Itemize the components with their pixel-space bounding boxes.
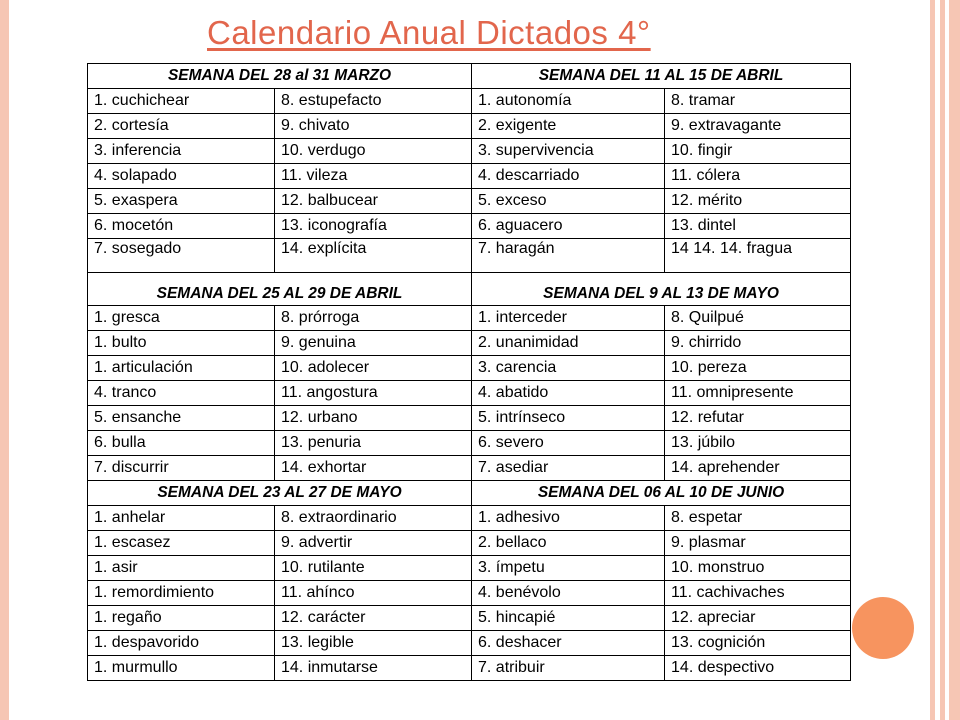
left-frame-bar bbox=[0, 0, 9, 720]
word-cell: 5. exaspera bbox=[88, 189, 275, 214]
word-cell: 13. legible bbox=[275, 631, 472, 656]
week-header: SEMANA DEL 06 AL 10 DE JUNIO bbox=[472, 481, 851, 506]
word-cell: 8. prórroga bbox=[275, 306, 472, 331]
week-header: SEMANA DEL 23 AL 27 DE MAYO bbox=[88, 481, 472, 506]
word-cell: 12. balbucear bbox=[275, 189, 472, 214]
table-row bbox=[88, 381, 851, 406]
word-cell: 2. bellaco bbox=[472, 531, 665, 556]
word-cell: 12. apreciar bbox=[665, 606, 851, 631]
word-cell: 1. autonomía bbox=[472, 89, 665, 114]
table-row bbox=[88, 89, 851, 114]
word-cell: 12. carácter bbox=[275, 606, 472, 631]
word-cell: 11. vileza bbox=[275, 164, 472, 189]
table-row bbox=[88, 214, 851, 239]
word-cell: 10. verdugo bbox=[275, 139, 472, 164]
word-cell: 7. discurrir bbox=[88, 456, 275, 481]
table-row bbox=[88, 581, 851, 606]
word-cell: 3. inferencia bbox=[88, 139, 275, 164]
table-row bbox=[88, 631, 851, 656]
word-cell: 1. murmullo bbox=[88, 656, 275, 681]
table-row bbox=[88, 456, 851, 481]
word-cell: 6. mocetón bbox=[88, 214, 275, 239]
word-cell: 4. benévolo bbox=[472, 581, 665, 606]
word-cell: 7. atribuir bbox=[472, 656, 665, 681]
word-cell: 9. extravagante bbox=[665, 114, 851, 139]
week-header-row bbox=[88, 64, 851, 89]
word-cell: 13. cognición bbox=[665, 631, 851, 656]
table-row bbox=[88, 431, 851, 456]
right-frame-bar-2 bbox=[940, 0, 945, 720]
word-cell: 4. descarriado bbox=[472, 164, 665, 189]
table-row bbox=[88, 556, 851, 581]
word-cell: 9. plasmar bbox=[665, 531, 851, 556]
word-cell: 1. regaño bbox=[88, 606, 275, 631]
word-cell: 10. adolecer bbox=[275, 356, 472, 381]
word-cell: 3. carencia bbox=[472, 356, 665, 381]
word-cell: 14. explícita bbox=[275, 239, 472, 273]
table-row bbox=[88, 306, 851, 331]
table-row bbox=[88, 114, 851, 139]
word-cell: 7. haragán bbox=[472, 239, 665, 273]
word-cell: 12. urbano bbox=[275, 406, 472, 431]
word-cell: 14. inmutarse bbox=[275, 656, 472, 681]
right-frame-bar-3 bbox=[949, 0, 960, 720]
word-cell: 1. interceder bbox=[472, 306, 665, 331]
table-row bbox=[88, 606, 851, 631]
page-title: Calendario Anual Dictados 4° bbox=[207, 14, 651, 51]
word-cell: 6. aguacero bbox=[472, 214, 665, 239]
word-cell: 3. supervivencia bbox=[472, 139, 665, 164]
dictation-table bbox=[87, 63, 851, 681]
word-cell: 11. ahínco bbox=[275, 581, 472, 606]
word-cell: 11. angostura bbox=[275, 381, 472, 406]
table-row bbox=[88, 356, 851, 381]
word-cell: 9. genuina bbox=[275, 331, 472, 356]
word-cell: 5. exceso bbox=[472, 189, 665, 214]
table-row bbox=[88, 239, 851, 273]
word-cell: 13. júbilo bbox=[665, 431, 851, 456]
table-row bbox=[88, 406, 851, 431]
table-row bbox=[88, 331, 851, 356]
word-cell: 6. bulla bbox=[88, 431, 275, 456]
word-cell: 14. despectivo bbox=[665, 656, 851, 681]
word-cell: 1. remordimiento bbox=[88, 581, 275, 606]
table-row bbox=[88, 164, 851, 189]
word-cell: 7. sosegado bbox=[88, 239, 275, 273]
word-cell: 10. fingir bbox=[665, 139, 851, 164]
table-row bbox=[88, 506, 851, 531]
word-cell: 11. omnipresente bbox=[665, 381, 851, 406]
word-cell: 1. cuchichear bbox=[88, 89, 275, 114]
word-cell: 13. dintel bbox=[665, 214, 851, 239]
week-header-row bbox=[88, 273, 851, 306]
word-cell: 4. tranco bbox=[88, 381, 275, 406]
word-cell: 7. asediar bbox=[472, 456, 665, 481]
word-cell: 9. chirrido bbox=[665, 331, 851, 356]
word-cell: 1. escasez bbox=[88, 531, 275, 556]
word-cell: 5. ensanche bbox=[88, 406, 275, 431]
decorative-circle bbox=[852, 597, 914, 659]
word-cell: 8. espetar bbox=[665, 506, 851, 531]
week-header: SEMANA DEL 28 al 31 MARZO bbox=[88, 64, 472, 89]
word-cell: 1. adhesivo bbox=[472, 506, 665, 531]
word-cell: 14. exhortar bbox=[275, 456, 472, 481]
table-row bbox=[88, 531, 851, 556]
table-row bbox=[88, 139, 851, 164]
word-cell: 11. cólera bbox=[665, 164, 851, 189]
word-cell: 12. mérito bbox=[665, 189, 851, 214]
word-cell: 10. monstruo bbox=[665, 556, 851, 581]
word-cell: 13. penuria bbox=[275, 431, 472, 456]
word-cell: 1. asir bbox=[88, 556, 275, 581]
word-cell: 13. iconografía bbox=[275, 214, 472, 239]
word-cell: 4. solapado bbox=[88, 164, 275, 189]
word-cell: 9. advertir bbox=[275, 531, 472, 556]
word-cell: 10. pereza bbox=[665, 356, 851, 381]
week-header: SEMANA DEL 11 AL 15 DE ABRIL bbox=[472, 64, 851, 89]
word-cell: 1. despavorido bbox=[88, 631, 275, 656]
word-cell: 12. refutar bbox=[665, 406, 851, 431]
table-row bbox=[88, 656, 851, 681]
word-cell: 1. gresca bbox=[88, 306, 275, 331]
word-cell: 2. exigente bbox=[472, 114, 665, 139]
word-cell: 2. cortesía bbox=[88, 114, 275, 139]
word-cell: 9. chivato bbox=[275, 114, 472, 139]
week-header: SEMANA DEL 25 AL 29 DE ABRIL bbox=[88, 273, 472, 306]
word-cell: 6. severo bbox=[472, 431, 665, 456]
word-cell: 4. abatido bbox=[472, 381, 665, 406]
word-cell: 14 14. 14. fragua bbox=[665, 239, 851, 273]
word-cell: 5. hincapié bbox=[472, 606, 665, 631]
week-header-row bbox=[88, 481, 851, 506]
word-cell: 1. anhelar bbox=[88, 506, 275, 531]
word-cell: 1. bulto bbox=[88, 331, 275, 356]
word-cell: 8. extraordinario bbox=[275, 506, 472, 531]
word-cell: 8. tramar bbox=[665, 89, 851, 114]
word-cell: 8. estupefacto bbox=[275, 89, 472, 114]
word-cell: 1. articulación bbox=[88, 356, 275, 381]
table-row bbox=[88, 189, 851, 214]
word-cell: 10. rutilante bbox=[275, 556, 472, 581]
word-cell: 5. intrínseco bbox=[472, 406, 665, 431]
word-cell: 2. unanimidad bbox=[472, 331, 665, 356]
word-cell: 8. Quilpué bbox=[665, 306, 851, 331]
word-cell: 11. cachivaches bbox=[665, 581, 851, 606]
right-frame-bar-1 bbox=[930, 0, 935, 720]
week-header: SEMANA DEL 9 AL 13 DE MAYO bbox=[472, 273, 851, 306]
word-cell: 3. ímpetu bbox=[472, 556, 665, 581]
word-cell: 14. aprehender bbox=[665, 456, 851, 481]
word-cell: 6. deshacer bbox=[472, 631, 665, 656]
